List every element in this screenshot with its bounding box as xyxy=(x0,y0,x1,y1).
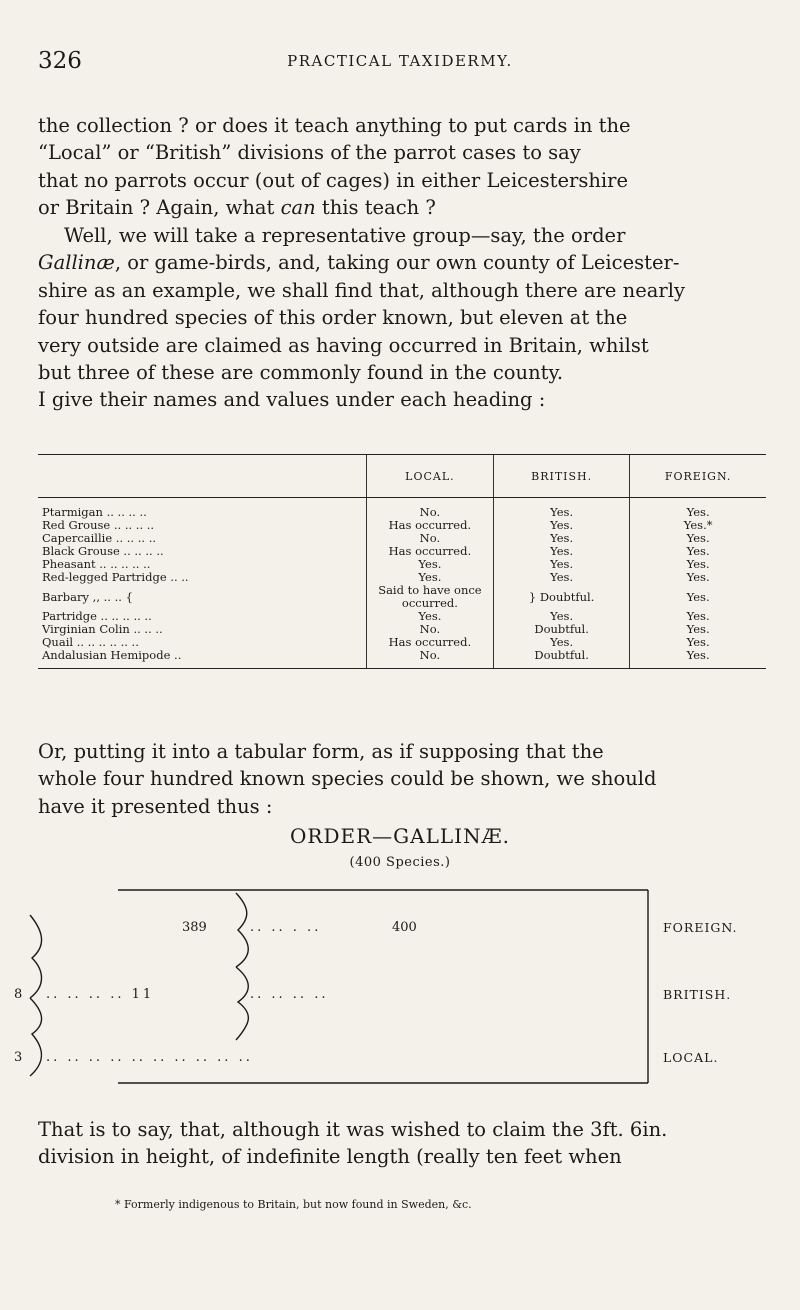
local-value: Yes. xyxy=(366,610,493,623)
paragraph-2 xyxy=(38,222,766,414)
foreign-value: Yes. xyxy=(630,498,766,520)
para1-line: that no parrots occur (out of cages) in either Leicestershire xyxy=(38,168,629,192)
species-name: Ptarmigan .. .. .. .. xyxy=(42,505,147,519)
para4-line: division in height, of indefinite length (really ten feet when xyxy=(38,1145,622,1169)
species-name: Capercaillie .. .. .. .. xyxy=(42,531,157,545)
species-name: Quail .. .. .. .. .. .. xyxy=(42,635,139,649)
para2-line: four hundred species of this order known, but eleven at the xyxy=(38,306,628,330)
table-row xyxy=(38,649,766,669)
british-value: Doubtful. xyxy=(494,623,630,636)
order-title: ORDER—GALLINÆ. xyxy=(290,824,510,848)
species-name: Black Grouse .. .. .. .. xyxy=(42,544,164,558)
diagram-389: 389 xyxy=(182,920,207,935)
diagram-row1-dots: .. .. . .. xyxy=(250,920,322,935)
foreign-value: Yes. xyxy=(630,623,766,636)
foreign-value: Yes. xyxy=(630,636,766,649)
para1-line: “Local” or “British” divisions of the parrot cases to say xyxy=(38,141,581,165)
footnote: * Formerly indigenous to Britain, but now found in Sweden, &c. xyxy=(115,1198,472,1211)
british-value: } Doubtful. xyxy=(494,584,630,610)
british-value: Yes. xyxy=(494,498,630,520)
species-name: Pheasant .. .. .. .. .. xyxy=(42,557,151,571)
local-value: Said to have once occurred. xyxy=(366,584,493,610)
foreign-value: Yes. xyxy=(630,558,766,571)
diagram-8: 8 xyxy=(14,987,23,1002)
diagram-row2-dots-b: .. .. .. .. xyxy=(250,987,329,1002)
table-row xyxy=(38,584,766,610)
local-value: No. xyxy=(366,649,493,669)
emphasis-italic: can xyxy=(280,196,316,220)
para2-line: very outside are claimed as having occurred in Britain, whilst xyxy=(38,333,649,357)
species-name: Red Grouse .. .. .. .. xyxy=(42,518,155,532)
diagram-label-british: BRITISH. xyxy=(663,987,732,1002)
diagram-3: 3 xyxy=(14,1050,23,1065)
foreign-value: Yes. xyxy=(630,584,766,610)
local-value: Has occurred. xyxy=(366,636,493,649)
brace-left-bracket xyxy=(236,893,248,967)
table-header-british: BRITISH. xyxy=(494,455,630,498)
species-name: Virginian Colin .. .. .. xyxy=(42,622,163,636)
para2-line: but three of these are commonly found in the county. xyxy=(38,361,564,385)
para1-line: the collection ? or does it teach anything to put cards in the xyxy=(38,114,631,137)
para3-line: Or, putting it into a tabular form, as if supposing that the xyxy=(38,740,604,763)
table-row xyxy=(38,498,766,520)
table-header-name xyxy=(38,455,366,498)
table-header-local: LOCAL. xyxy=(366,455,493,498)
species-name: Andalusian Hemipode .. xyxy=(38,649,366,669)
british-value: Yes. xyxy=(494,571,630,584)
british-value: Yes. xyxy=(494,636,630,649)
local-value: Has occurred. xyxy=(366,545,493,558)
foreign-value: Yes.* xyxy=(630,519,766,532)
paragraph-4 xyxy=(38,1116,766,1171)
british-value: Yes. xyxy=(494,519,630,532)
british-value: Doubtful. xyxy=(494,649,630,669)
british-value: Yes. xyxy=(494,558,630,571)
diagram-row3-dots: .. .. .. .. .. .. .. .. .. .. xyxy=(46,1050,253,1065)
paragraph-3 xyxy=(38,738,766,820)
table-header-foreign: FOREIGN. xyxy=(630,455,766,498)
running-head xyxy=(0,48,800,76)
order-subtitle: (400 Species.) xyxy=(349,855,451,870)
local-value: Yes. xyxy=(366,558,493,571)
foreign-value: Yes. xyxy=(630,571,766,584)
table-header-row xyxy=(38,455,766,498)
para2-line: I give their names and values under each heading : xyxy=(38,388,546,412)
brace-local xyxy=(30,998,42,1076)
brace-british-top xyxy=(30,915,42,998)
diagram-label-foreign: FOREIGN. xyxy=(663,920,738,935)
local-value: No. xyxy=(366,623,493,636)
paragraph-1 xyxy=(38,112,766,222)
species-name: Barbary ,, .. .. { xyxy=(42,589,133,604)
foreign-value: Yes. xyxy=(630,532,766,545)
local-value: Yes. xyxy=(366,571,493,584)
para2-line: Gallinæ, or game-birds, and, taking our own county of Leicester- xyxy=(38,251,680,275)
diagram-400: 400 xyxy=(392,920,417,935)
order-name-italic: Gallinæ xyxy=(38,251,115,275)
para2-line: shire as an example, we shall find that, although there are nearly xyxy=(38,278,685,302)
british-value: Yes. xyxy=(494,545,630,558)
running-title: PRACTICAL TAXIDERMY. xyxy=(287,52,513,70)
para2-line: Well, we will take a representative group—say, the order xyxy=(64,224,626,247)
local-value: Has occurred. xyxy=(366,519,493,532)
species-table xyxy=(38,454,766,669)
brace-right-bracket xyxy=(236,967,248,1040)
local-value: No. xyxy=(366,532,493,545)
para4-line: That is to say, that, although it was wished to claim the 3ft. 6in. xyxy=(38,1118,668,1141)
para1-line: or Britain ? Again, what can this teach ? xyxy=(38,196,436,220)
british-value: Yes. xyxy=(494,610,630,623)
species-name: Partridge .. .. .. .. .. xyxy=(42,609,152,623)
diagram-row2-dots-a: .. .. .. .. 11 xyxy=(46,987,155,1002)
foreign-value: Yes. xyxy=(630,610,766,623)
british-value: Yes. xyxy=(494,532,630,545)
para3-line: whole four hundred known species could be shown, we should xyxy=(38,767,657,791)
foreign-value: Yes. xyxy=(630,649,766,669)
diagram-label-local: LOCAL. xyxy=(663,1050,719,1065)
page-number: 326 xyxy=(38,48,82,74)
species-name: Red-legged Partridge .. .. xyxy=(42,570,189,584)
para3-line: have it presented thus : xyxy=(38,794,273,818)
local-value: No. xyxy=(366,498,493,520)
foreign-value: Yes. xyxy=(630,545,766,558)
